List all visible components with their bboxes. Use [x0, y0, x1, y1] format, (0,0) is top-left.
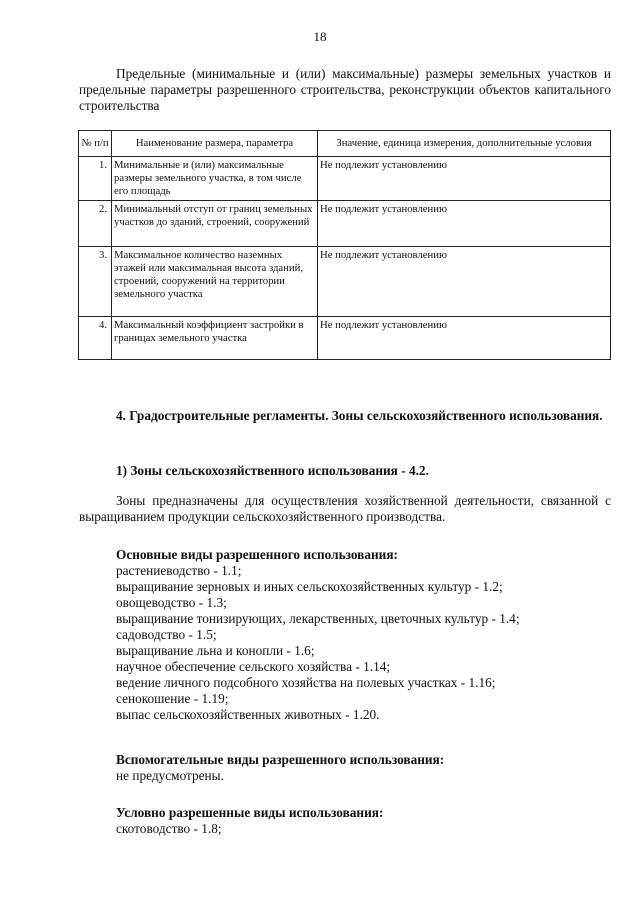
- row-value: Не подлежит установлению: [318, 317, 611, 360]
- list-item: ведение личного подсобного хозяйства на полевых участках - 1.16;: [116, 675, 496, 690]
- row-num: 1.: [79, 157, 112, 201]
- row-num: 3.: [79, 247, 112, 317]
- row-num: 4.: [79, 317, 112, 360]
- main-uses-list: [116, 563, 640, 723]
- subsection-title: 1) Зоны сельскохозяйственного использования - 4.2.: [116, 463, 429, 478]
- row-name: Максимальный коэффициент застройки в границах земельного участка: [112, 317, 318, 360]
- list-item: садоводство - 1.5;: [116, 627, 217, 642]
- list-item: скотоводство - 1.8;: [116, 821, 222, 836]
- list-item: выращивание льна и конопли - 1.6;: [116, 643, 315, 658]
- main-uses-heading: Основные виды разрешенного использования:: [116, 547, 398, 562]
- row-name: Минимальные и (или) максимальные размеры земельного участка, в том числе его площадь: [112, 157, 318, 201]
- aux-uses-heading: Вспомогательные виды разрешенного использования:: [116, 752, 445, 767]
- list-item: овощеводство - 1.3;: [116, 595, 227, 610]
- list-item: выращивание тонизирующих, лекарственных, цветочных культур - 1.4;: [116, 611, 520, 626]
- list-item: научное обеспечение сельского хозяйства - 1.14;: [116, 659, 391, 674]
- row-name: Максимальное количество наземных этажей или максимальная высота зданий, строений, сооружений на территории земельного участка: [112, 247, 318, 317]
- main-uses-block: [79, 547, 640, 723]
- section-title: 4. Градостроительные регламенты. Зоны сельскохозяйственного использования.: [116, 408, 603, 423]
- aux-uses-block: [79, 752, 640, 784]
- header-num: № п/п: [79, 131, 112, 157]
- list-item: сенокошение - 1.19;: [116, 691, 229, 706]
- header-name: Наименование размера, параметра: [112, 131, 318, 157]
- table-row: [79, 317, 611, 360]
- table-row: [79, 247, 611, 317]
- page-number: 18: [313, 29, 327, 44]
- row-value: Не подлежит установлению: [318, 157, 611, 201]
- row-num: 2.: [79, 201, 112, 247]
- table-row: [79, 157, 611, 201]
- purpose-paragraph: Зоны предназначены для осуществления хозяйственной деятельности, связанной с выращиванием продукции сельскохозяйственного производства.: [79, 493, 611, 524]
- list-item: выпас сельскохозяйственных животных - 1.20.: [116, 707, 380, 722]
- cond-uses-list: [116, 821, 640, 837]
- row-value: Не подлежит установлению: [318, 201, 611, 247]
- list-item: растениеводство - 1.1;: [116, 563, 242, 578]
- cond-uses-block: [79, 805, 640, 837]
- parameters-table: [78, 130, 611, 360]
- row-name: Минимальный отступ от границ земельных участков до зданий, строений, сооружений: [112, 201, 318, 247]
- aux-uses-text: не предусмотрены.: [116, 768, 224, 783]
- table-row: [79, 201, 611, 247]
- header-value: Значение, единица измерения, дополнительные условия: [318, 131, 611, 157]
- intro-paragraph: Предельные (минимальные и (или) максимальные) размеры земельных участков и предельные параметры разрешенного строительства, реконструкции объектов капитального строительства: [79, 66, 611, 113]
- table-header-row: [79, 131, 611, 157]
- list-item: выращивание зерновых и иных сельскохозяйственных культур - 1.2;: [116, 579, 503, 594]
- cond-uses-heading: Условно разрешенные виды использования:: [116, 805, 384, 820]
- row-value: Не подлежит установлению: [318, 247, 611, 317]
